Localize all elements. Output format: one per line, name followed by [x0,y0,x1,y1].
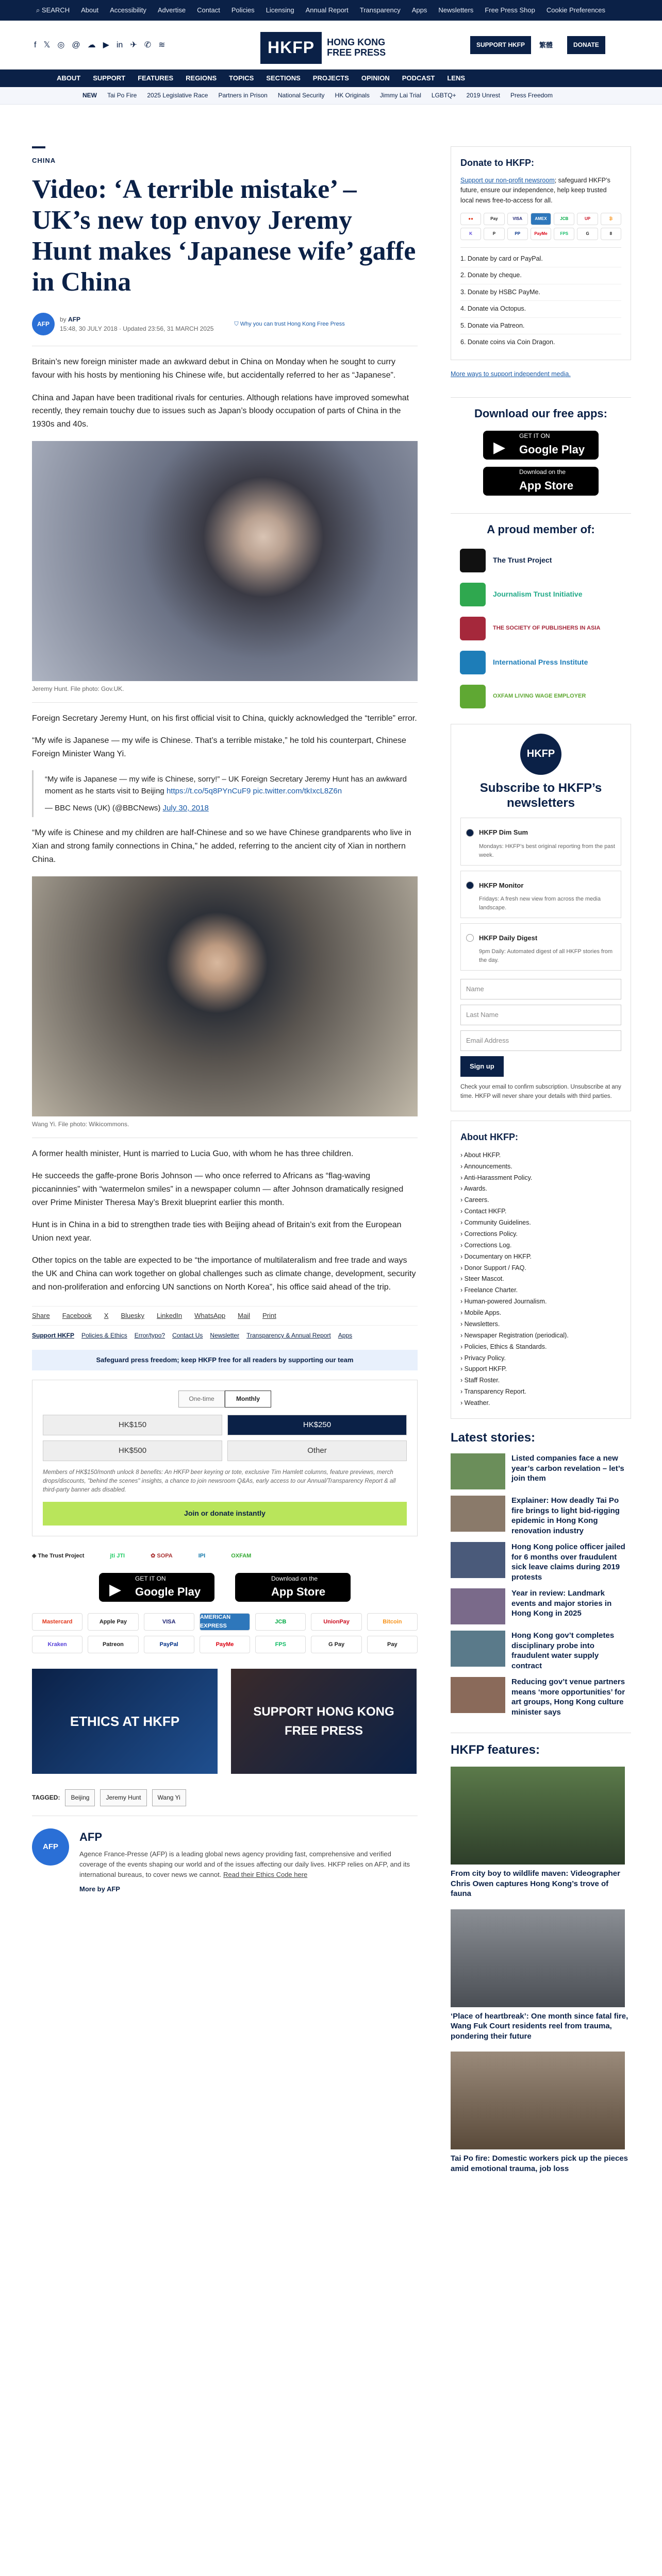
feature-image [451,1767,625,1865]
tags [32,1789,418,1806]
sidebar-heading: HKFP features: [451,1733,631,1759]
footer-link[interactable]: Apps [338,1332,353,1340]
about-link[interactable]: › Mobile Apps. [460,1309,502,1317]
sidebar [451,146,631,2174]
amount-option[interactable]: Other [227,1440,407,1461]
monthly-tab[interactable]: Monthly [225,1391,271,1408]
tag-link[interactable]: Jeremy Hunt [100,1789,146,1806]
figure-wang [32,876,418,1129]
hkfp-logo-icon: HKFP [520,734,561,775]
about-link[interactable]: › Staff Roster. [460,1377,500,1384]
latest-stories [451,1428,631,1717]
youtube-icon[interactable]: ▶ [103,41,109,49]
paragraph: He succeeds the gaffe-prone Boris Johnson — who once referred to Africans as “flag-waving piccaninnies” with “watermelon smiles” in a newspaper column — after Johnson dramatically resigned over Prime Minister Theresa May’s Brexit blueprint earlier this month. [32,1172,404,1207]
feature-image [451,1909,625,2007]
topbar-link[interactable]: Newsletters [438,6,474,14]
member-org[interactable]: OXFAM LIVING WAGE EMPLOYER [460,685,631,708]
patreon-icon: P [484,228,504,240]
google-play-badge[interactable]: ▶ GET IT ON Google Play [99,1573,214,1602]
story-thumbnail [451,1588,505,1624]
paragraph: A former health minister, Hunt is married to Lucia Guo, with whom he has three children. [32,1149,354,1158]
jcb-icon: JCB [554,213,574,225]
latest-story[interactable]: Year in review: Landmark events and major stories in Hong Kong in 2025 [451,1588,631,1624]
ipi-icon [460,651,486,674]
figure-hunt [32,441,418,694]
about-list [460,1150,621,1409]
language-link[interactable]: 繁體 [539,41,553,49]
latest-story[interactable]: Explainer: How deadly Tai Po fire brings to light bid-rigging epidemic in Hong Kong renovation industry [451,1496,631,1536]
sidebar-heading: Donate to HKFP: [460,158,534,168]
article-footer-links [32,1331,418,1341]
promo-videos [32,1669,418,1774]
about-widget [451,1121,631,1419]
author-box-avatar[interactable]: AFP [32,1828,69,1866]
first-name-field[interactable]: Name [460,979,621,999]
amount-options [43,1415,407,1461]
payment-methods [32,1613,418,1653]
paragraph: Britain’s new foreign minister made an awkward debut in China on Monday when he sought to curry favour with his hosts by mentioning his Chinese wife, but accidentally referred to her as “Japanese”. [32,358,396,380]
last-name-field[interactable]: Last Name [460,1005,621,1025]
feature-image [451,2052,625,2149]
sidebar-google-play-badge[interactable]: ▶ GET IT ON Google Play [483,431,599,460]
nav-item[interactable]: REGIONS [186,74,217,82]
donate-button[interactable]: DONATE [567,36,605,54]
share-bar [32,1306,418,1326]
apple-pay-logo-2: Pay [367,1636,418,1653]
ipi-logo[interactable]: IPI [198,1553,206,1560]
support-newsroom-link[interactable]: Support our non-profit newsroom [460,176,555,184]
support-video[interactable]: SUPPORT HONG KONG FREE PRESS [231,1669,417,1774]
about-link[interactable]: › Support HKFP. [460,1365,507,1373]
nav-item[interactable]: PODCAST [402,74,435,82]
tweet-link[interactable]: https://t.co/5q8PYnCuF9 [166,786,251,795]
google-play-icon: ▶ [109,1581,122,1599]
story-thumbnail [451,1677,505,1713]
share-bluesky[interactable]: Bluesky [121,1312,144,1320]
sidebar-payment-icons [460,213,621,240]
topbar-link[interactable]: Transparency [359,6,401,14]
more-by-author-link[interactable]: More by AFP [79,1885,120,1893]
sopa-logo[interactable]: ✿ SOPA [151,1553,173,1560]
about-link[interactable]: › Community Guidelines. [460,1219,531,1227]
donate-option[interactable]: 5. Donate via Patreon. [460,318,621,334]
tag-link[interactable]: Wang Yi [152,1789,186,1806]
donate-option[interactable]: 6. Donate coins via Coin Dragon. [460,338,555,346]
trending-link[interactable]: Press Freedom [510,92,553,99]
signup-note: Check your email to confirm subscription. Unsubscribe at any time. HKFP will never share your details with third parties. [460,1084,621,1100]
threads-icon[interactable]: @ [72,41,80,49]
paragraph: Hunt is in China in a bid to strengthen trade ties with Beijing ahead of Britain’s exit from the European Union next year. [32,1221,402,1243]
share-mail[interactable]: Mail [238,1312,250,1320]
utility-bar [0,0,662,21]
embedded-tweet: “My wife is Japanese — my wife is Chinese, sorry!” – UK Foreign Secretary Jeremy Hunt has an awkward moment as he starts visit to Beijing https://t.co/5q8PYnCuF9 pic.twitter.com/tkIxcL8Z6n — BBC News (UK) (@BBCNews) July 30, 2018 [32,770,418,818]
latest-story[interactable]: Hong Kong police officer jailed for 6 months over fraudulent sick leave claims during 2019 protests [451,1542,631,1582]
newsletter-option[interactable]: HKFP Monitor Fridays: A fresh new view from across the media landscape. [460,871,621,918]
paragraph: China and Japan have been traditional rivals for centuries. Although relations have improved somewhat recently, they remain touchy due to issues such as Japan’s bloody occupation of parts of China in the 1930s and 40s. [32,393,409,429]
octopus-icon: 8 [601,228,621,240]
footer-link[interactable]: Policies & Ethics [81,1332,127,1340]
donate-options [460,251,621,350]
tags-label: TAGGED: [32,1794,60,1802]
nav-item[interactable]: TOPICS [229,74,254,82]
story-thumbnail [451,1631,505,1667]
logo-mark: HKFP [260,32,322,64]
rss-icon[interactable]: ≋ [158,41,166,49]
paragraph: “My wife is Chinese and my children are half-Chinese and so we have Chinese grandparents who live in Xian and strong family connections in China,” he added, referring to the ancient city of Xian in northern China. [32,828,411,864]
gpay-icon: G [577,228,598,240]
about-link[interactable]: › Corrections Policy. [460,1230,518,1238]
unionpay-logo: UnionPay [311,1613,361,1631]
about-link[interactable]: › Donor Support / FAQ. [460,1264,526,1272]
share-linkedin[interactable]: LinkedIn [157,1312,183,1320]
topbar-link[interactable]: Apps [411,6,427,14]
checkbox-icon[interactable] [466,882,474,889]
donate-option[interactable]: 3. Donate by HSBC PayMe. [460,284,621,301]
about-link[interactable]: › Announcements. [460,1162,512,1170]
frequency-toggle [43,1391,407,1408]
newsletter-widget [451,724,631,1111]
donate-widget: Donate to HKFP: Support our non-profit newsroom; safeguard HKFP’s future, ensure our independence, help keep trusted local news free-to-access for all. ●● Pay VISA AMEX JCB UP ₿ K P PP PayMe FPS G 8 1. Donate by card or PayPal. 2. Donate by cheque. 3. Donate by HSBC PayMe. 4. Donate via Octopus. 5. Donate via Patreon. 6. Donate coins via Coin Dragon. [451,146,631,360]
about-link[interactable]: › Careers. [460,1196,489,1204]
ethics-video[interactable]: ETHICS AT HKFP [32,1669,218,1774]
sign-up-button[interactable]: Sign up [460,1056,504,1077]
article [32,146,418,1894]
linkedin-icon[interactable]: in [116,41,123,49]
about-link[interactable]: › Transparency Report. [460,1388,526,1396]
newsletter-heading: Subscribe to HKFP’s newsletters [479,781,602,810]
about-link[interactable]: › About HKFP. [460,1151,501,1159]
about-link[interactable]: › Policies, Ethics & Standards. [460,1343,547,1350]
paragraph: Foreign Secretary Jeremy Hunt, on his first official visit to China, quickly acknowledged the “terrible” error. [32,714,417,723]
story-thumbnail [451,1496,505,1532]
partner-logos [32,1552,418,1561]
tweet-pic-link[interactable]: pic.twitter.com/tkIxcL8Z6n [253,786,342,795]
payme-icon: PayMe [531,228,551,240]
member-benefits-note: Members of HK$150/month unlock 8 benefits: An HKFP beer keyring or tote, exclusive Tim Hamlett columns, feature previews, merch drops/discounts, "behind the scenes" insights, a chance to join newsroom Q&As, early access to our Annual/Transparency Report & all third-party banner ads disabled. [43,1469,396,1494]
google-play-icon: ▶ [493,438,506,456]
figure-caption: Wang Yi. File photo: Wikicommons. [32,1121,129,1128]
share-whatsapp[interactable]: WhatsApp [194,1312,226,1320]
whatsapp-icon[interactable]: ✆ [144,41,152,49]
nav-item[interactable]: ABOUT [57,74,81,82]
donate-banner[interactable]: Safeguard press freedom; keep HKFP free for all readers by supporting our team [32,1350,418,1370]
about-link[interactable]: › Newsletters. [460,1320,500,1328]
topbar-link[interactable]: Licensing [266,6,294,14]
kraken-icon: K [460,228,481,240]
footer-link[interactable]: Contact Us [172,1332,203,1340]
telegram-icon[interactable]: ✈ [130,41,137,49]
topbar-link[interactable]: Cookie Preferences [546,6,606,14]
about-link[interactable]: › Corrections Log. [460,1241,512,1249]
site-logo[interactable] [260,32,386,64]
sidebar-app-store-badge[interactable]: Download on the App Store [483,467,599,496]
apple-pay-icon: Pay [484,213,504,225]
topbar-link[interactable]: About [81,6,99,14]
author-link[interactable]: AFP [68,315,81,323]
about-link[interactable]: › Weather. [460,1399,490,1407]
nav-item[interactable]: FEATURES [138,74,174,82]
topbar-link[interactable]: Accessibility [110,6,146,14]
paragraph: “My wife is Japanese — my wife is Chinese. That’s a terrible mistake,” he told his counterpart, Chinese Foreign Minister Wang Yi. [32,736,406,759]
paypal-logo: PayPal [144,1636,194,1653]
share-x[interactable]: X [104,1312,109,1320]
share-facebook[interactable]: Facebook [62,1312,92,1320]
payme-logo: PayMe [200,1636,250,1653]
member-org[interactable]: The Trust Project [460,549,631,572]
facebook-icon[interactable]: f [34,41,37,49]
fps-logo: FPS [255,1636,306,1653]
trending-link[interactable]: HK Originals [335,92,370,99]
bitcoin-icon: ₿ [601,213,621,225]
visa-icon: VISA [507,213,528,225]
photo-jeremy-hunt [32,441,418,681]
footer-link[interactable]: Support HKFP [32,1332,74,1340]
amount-option[interactable]: HK$500 [43,1440,222,1461]
paypal-icon: PP [507,228,528,240]
byline: AFP by AFP 15:48, 30 JULY 2018 · Updated 23:56, 31 MARCH 2025 ⛉ Why you can trust Hong Kong Free Press [32,313,418,335]
about-link[interactable]: › Anti-Harassment Policy. [460,1174,533,1181]
story-thumbnail [451,1453,505,1489]
trust-project-logo[interactable]: ◈ The Trust Project [32,1553,85,1560]
app-badges [32,1573,418,1602]
trust-link[interactable]: ⛉ Why you can trust Hong Kong Free Press [234,320,345,327]
support-button[interactable]: SUPPORT HKFP [470,36,531,54]
figure-caption: Jeremy Hunt. File photo: Gov.UK. [32,685,124,693]
amex-icon: AMEX [531,213,551,225]
jti-logo[interactable]: jti JTI [110,1553,125,1560]
paragraph: Other topics on the table are expected to be “the importance of multilateralism and free trade and ways the UK and China can work together on global challenges such as climate change, development, security and non-proliferation and enforcing UN sanctions on North Korea”, his office said ahead of the trip. [32,1256,416,1292]
checkbox-icon[interactable] [466,934,474,942]
author-box-name[interactable]: AFP [79,1830,102,1843]
feature-story[interactable]: From city boy to wildlife maven: Videographer Chris Owen captures Hong Kong’s trove of fauna [451,1767,631,1899]
feature-story[interactable]: Tai Po fire: Domestic workers pick up the pieces amid emotional trauma, job loss [451,2052,631,2174]
bluesky-icon[interactable]: ☁ [87,41,96,49]
member-org[interactable]: International Press Institute [460,651,631,674]
trending-link[interactable]: 2019 Unrest [466,92,500,99]
checkbox-icon[interactable] [466,829,474,837]
about-link[interactable]: › Human-powered Journalism. [460,1298,547,1306]
nav-item[interactable]: SECTIONS [266,74,301,82]
share-link[interactable]: Share [32,1312,50,1320]
about-link[interactable]: › Freelance Charter. [460,1286,518,1294]
main-nav [0,70,662,87]
footer-link[interactable]: Newsletter [210,1332,240,1340]
topbar-link[interactable]: Policies [231,6,255,14]
one-time-tab[interactable]: One-time [178,1391,225,1408]
sidebar-heading: A proud member of: [451,513,631,538]
trending-link[interactable]: 2025 Legislative Race [147,92,208,99]
unionpay-icon: UP [577,213,598,225]
nav-item[interactable]: LENS [447,74,465,82]
oxfam-logo[interactable]: OXFAM [231,1553,252,1560]
social-icons [34,39,166,52]
mastercard-icon: ●● [460,213,481,225]
donation-widget [32,1380,418,1536]
google-pay-logo: G Pay [311,1636,361,1653]
sidebar-heading: Download our free apps: [451,397,631,422]
footer-link[interactable]: Transparency & Annual Report [246,1332,331,1340]
donate-option[interactable]: 1. Donate by card or PayPal. [460,251,621,267]
trending-bar [0,87,662,105]
about-link[interactable]: › Privacy Policy. [460,1354,506,1362]
about-link[interactable]: › Contact HKFP. [460,1208,507,1215]
topbar-link[interactable]: Free Press Shop [485,6,535,14]
trending-link[interactable]: Partners in Prison [218,92,268,99]
donate-option[interactable]: 4. Donate via Octopus. [460,301,621,317]
topbar-link[interactable]: Advertise [157,6,186,14]
more-ways-link[interactable]: More ways to support independent media. [451,370,571,378]
nav-item[interactable]: PROJECTS [312,74,349,82]
story-thumbnail [451,1542,505,1578]
share-print[interactable]: Print [262,1312,276,1320]
logo-text: HONG KONG FREE PRESS [327,37,386,58]
member-org[interactable]: THE SOCIETY OF PUBLISHERS IN ASIA [460,617,631,640]
author-avatar[interactable]: AFP [32,313,55,335]
topbar-link[interactable]: Contact [197,6,220,14]
tag-link[interactable]: Beijing [65,1789,95,1806]
author-box [32,1828,418,1895]
search-link[interactable]: ⌕ SEARCH [36,6,70,14]
fps-icon: FPS [554,228,574,240]
latest-story[interactable]: Listed companies face a new year’s carbon revelation – let’s join them [451,1453,631,1489]
author-bio: Agence France-Presse (AFP) is a leading global news agency providing fast, comprehensive and verified coverage of the events shaping our world and of the issues affecting our daily lives. HKFP relies on AFP, and its international bureaus, to cover news we cannot. Read their Ethics Code here [79,1850,410,1879]
shield-icon: ⛉ [234,320,240,327]
about-link[interactable]: › Awards. [460,1185,487,1193]
site-header [0,21,662,70]
donate-option[interactable]: 2. Donate by cheque. [460,267,621,284]
sidebar-heading: About HKFP: [460,1131,518,1142]
nav-item[interactable]: SUPPORT [93,74,126,82]
about-link[interactable]: › Steer Mascot. [460,1275,504,1283]
nav-item[interactable]: OPINION [361,74,390,82]
newsletter-option[interactable]: HKFP Daily Digest 9pm Daily: Automated digest of all HKFP stories from the day. [460,923,621,971]
new-badge: NEW [82,92,97,99]
amount-option-selected[interactable]: HK$250 [227,1415,407,1435]
jti-icon [460,583,486,606]
jcb-logo: JCB [255,1613,306,1631]
newsletter-option[interactable]: HKFP Dim Sum Mondays: HKFP’s best original reporting from the past week. [460,818,621,865]
kraken-logo: Kraken [32,1636,82,1653]
tweet-date-link[interactable]: July 30, 2018 [162,804,209,813]
about-link[interactable]: › Documentary on HKFP. [460,1252,532,1260]
topbar-link[interactable]: Annual Report [305,6,349,14]
photo-wang-yi [32,876,418,1116]
apple-pay-logo: Apple Pay [88,1613,138,1631]
member-of [451,513,631,708]
email-field[interactable]: Email Address [460,1030,621,1051]
latest-story[interactable]: Hong Kong gov’t completes disciplinary probe into fraudulent water supply contract [451,1631,631,1671]
sidebar-heading: Latest stories: [451,1430,536,1445]
footer-link[interactable]: Error/typo? [134,1332,166,1340]
visa-logo: VISA [144,1613,194,1631]
sopa-icon [460,617,486,640]
amex-logo: AMERICAN EXPRESS [200,1613,250,1631]
feature-story[interactable]: ‘Place of heartbreak’: One month since fatal fire, Wang Fuk Court residents reel from trauma, pondering their future [451,1909,631,2042]
patreon-logo: Patreon [88,1636,138,1653]
app-store-badge[interactable]: Download on the App Store [235,1573,351,1602]
join-donate-button[interactable]: Join or donate instantly [43,1502,407,1526]
bitcoin-logo: Bitcoin [367,1613,418,1631]
trending-link[interactable]: National Security [277,92,325,99]
amount-option[interactable]: HK$150 [43,1415,222,1435]
trending-link[interactable]: LGBTQ+ [431,92,456,99]
trust-project-icon [460,549,486,572]
latest-story[interactable]: Reducing gov’t venue partners means ‘more opportunities’ for art groups, Hong Kong culture minister says [451,1677,631,1717]
instagram-icon[interactable]: ◎ [57,41,65,49]
oxfam-icon [460,685,486,708]
article-dates: 15:48, 30 JULY 2018 · Updated 23:56, 31 MARCH 2025 [60,325,214,333]
x-icon[interactable]: 𝕏 [43,41,51,49]
article-title: Video: ‘A terrible mistake’ – UK’s new top envoy Jeremy Hunt makes ‘Japanese wife’ gaffe in China [32,175,416,297]
features [451,1733,631,2174]
mastercard-logo: Mastercard [32,1613,82,1631]
trending-link[interactable]: Jimmy Lai Trial [379,92,421,99]
ethics-code-link[interactable]: Read their Ethics Code here [223,1871,308,1879]
member-org[interactable]: Journalism Trust Initiative [460,583,631,606]
article-category[interactable]: CHINA [32,157,56,164]
category-bar [32,146,45,148]
trending-link[interactable]: Tai Po Fire [107,92,137,99]
sidebar-apps [451,397,631,496]
about-link[interactable]: › Newspaper Registration (periodical). [460,1331,569,1339]
